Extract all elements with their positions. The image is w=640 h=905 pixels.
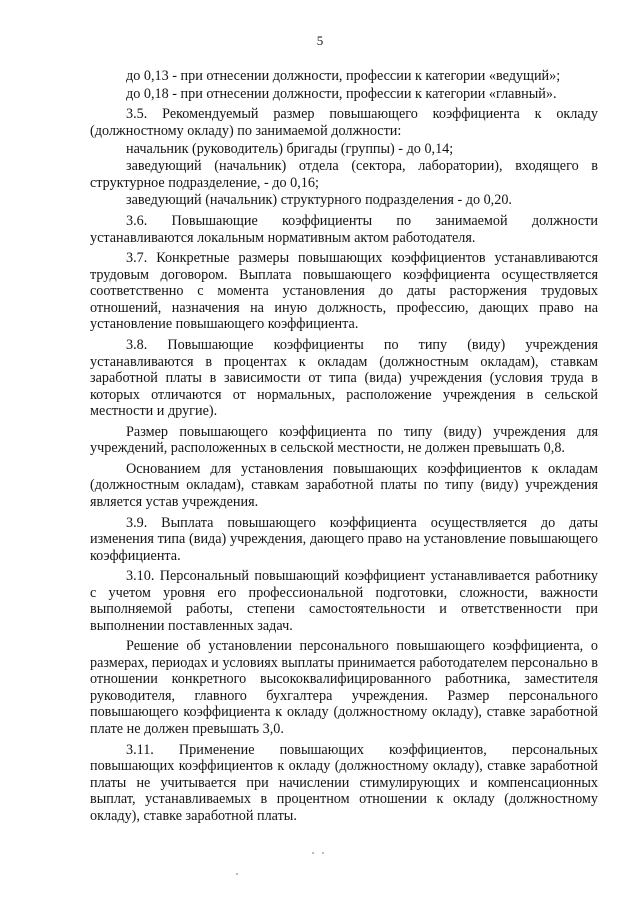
scan-speck (322, 852, 324, 854)
paragraph-3-7: 3.7. Конкретные размеры повышающих коэффициентов устанавливаются трудовым договором. Выплата повышающего коэффициента осуществляется соответственно с момента установления до даты расторжения трудовых отношений, назначения на иную должность, профессию, дающих право на установление повышающего коэффициента. (90, 250, 598, 333)
paragraph-division-head: заведующий (начальник) структурного подразделения - до 0,20. (126, 192, 512, 209)
paragraph-3-5: 3.5. Рекомендуемый размер повышающего коэффициента к окладу (должностному окладу) по занимаемой должности: (90, 106, 598, 139)
paragraph-3-6: 3.6. Повышающие коэффициенты по занимаемой должности устанавливаются локальным нормативным актом работодателя. (90, 213, 598, 246)
paragraph-category-leading: до 0,13 - при отнесении должности, профессии к категории «ведущий»; (126, 68, 561, 84)
scan-speck (236, 873, 238, 875)
scan-speck (312, 852, 314, 854)
paragraph-category-chief: до 0,18 - при отнесении должности, профессии к категории «главный». (126, 85, 557, 102)
paragraph-3-10: 3.10. Персональный повышающий коэффициент устанавливается работнику с учетом уровня его профессиональной подготовки, сложности, важности выполняемой работы, степени самостоятельности и ответственности при выполнении поставленных задач. (90, 568, 598, 634)
paragraph-basis: Основанием для установления повышающих коэффициентов к окладам (должностным окладам), ставкам заработной платы по типу (виду) учреждения является устав учреждения. (90, 460, 598, 510)
paragraph-3-8: 3.8. Повышающие коэффициенты по типу (виду) учреждения устанавливаются в процентах к окладам (должностным окладам), ставкам заработной платы в зависимости от типа (вида) учреждения (условия труда в которых отличаются от нормальных, расположение учреждения в сельской местности и другие). (90, 337, 598, 419)
paragraph-3-11: 3.11. Применение повышающих коэффициентов, персональных повышающих коэффициентов к окладу (должностному окладу), ставке заработной платы не учитывается при начислении стимулирующих и компенсационных выплат, устанавливаемых в процентном отношении к окладу (должностному окладу), ставке заработной платы. (90, 741, 598, 824)
paragraph-rural-size: Размер повышающего коэффициента по типу (виду) учреждения для учреждений, расположенных в сельской местности, не должен превышать 0,8. (90, 423, 598, 457)
paragraph-personal-decision: Решение об установлении персонального повышающего коэффициента, о размерах, периодах и условиях выплаты принимается работодателем персонально в отношении конкретного высококвалифицированного работника, заместителя руководителя, главного бухгалтера учреждения. Размер персонального повышающего коэффициента к окладу (должностному окладу), ставке заработной плате не должен превышать 3,0. (90, 638, 598, 737)
page-number: 5 (316, 33, 324, 48)
paragraph-3-9: 3.9. Выплата повышающего коэффициента осуществляется до даты изменения типа (вида) учреждения, дающего право на установление повышающего коэффициента. (90, 514, 598, 564)
document-body (90, 68, 598, 828)
paragraph-brigade-head: начальник (руководитель) бригады (группы) - до 0,14; (126, 140, 454, 157)
paragraph-department-head: заведующий (начальник) отдела (сектора, лаборатории), входящего в структурное подразделение, - до 0,16; (90, 158, 598, 191)
